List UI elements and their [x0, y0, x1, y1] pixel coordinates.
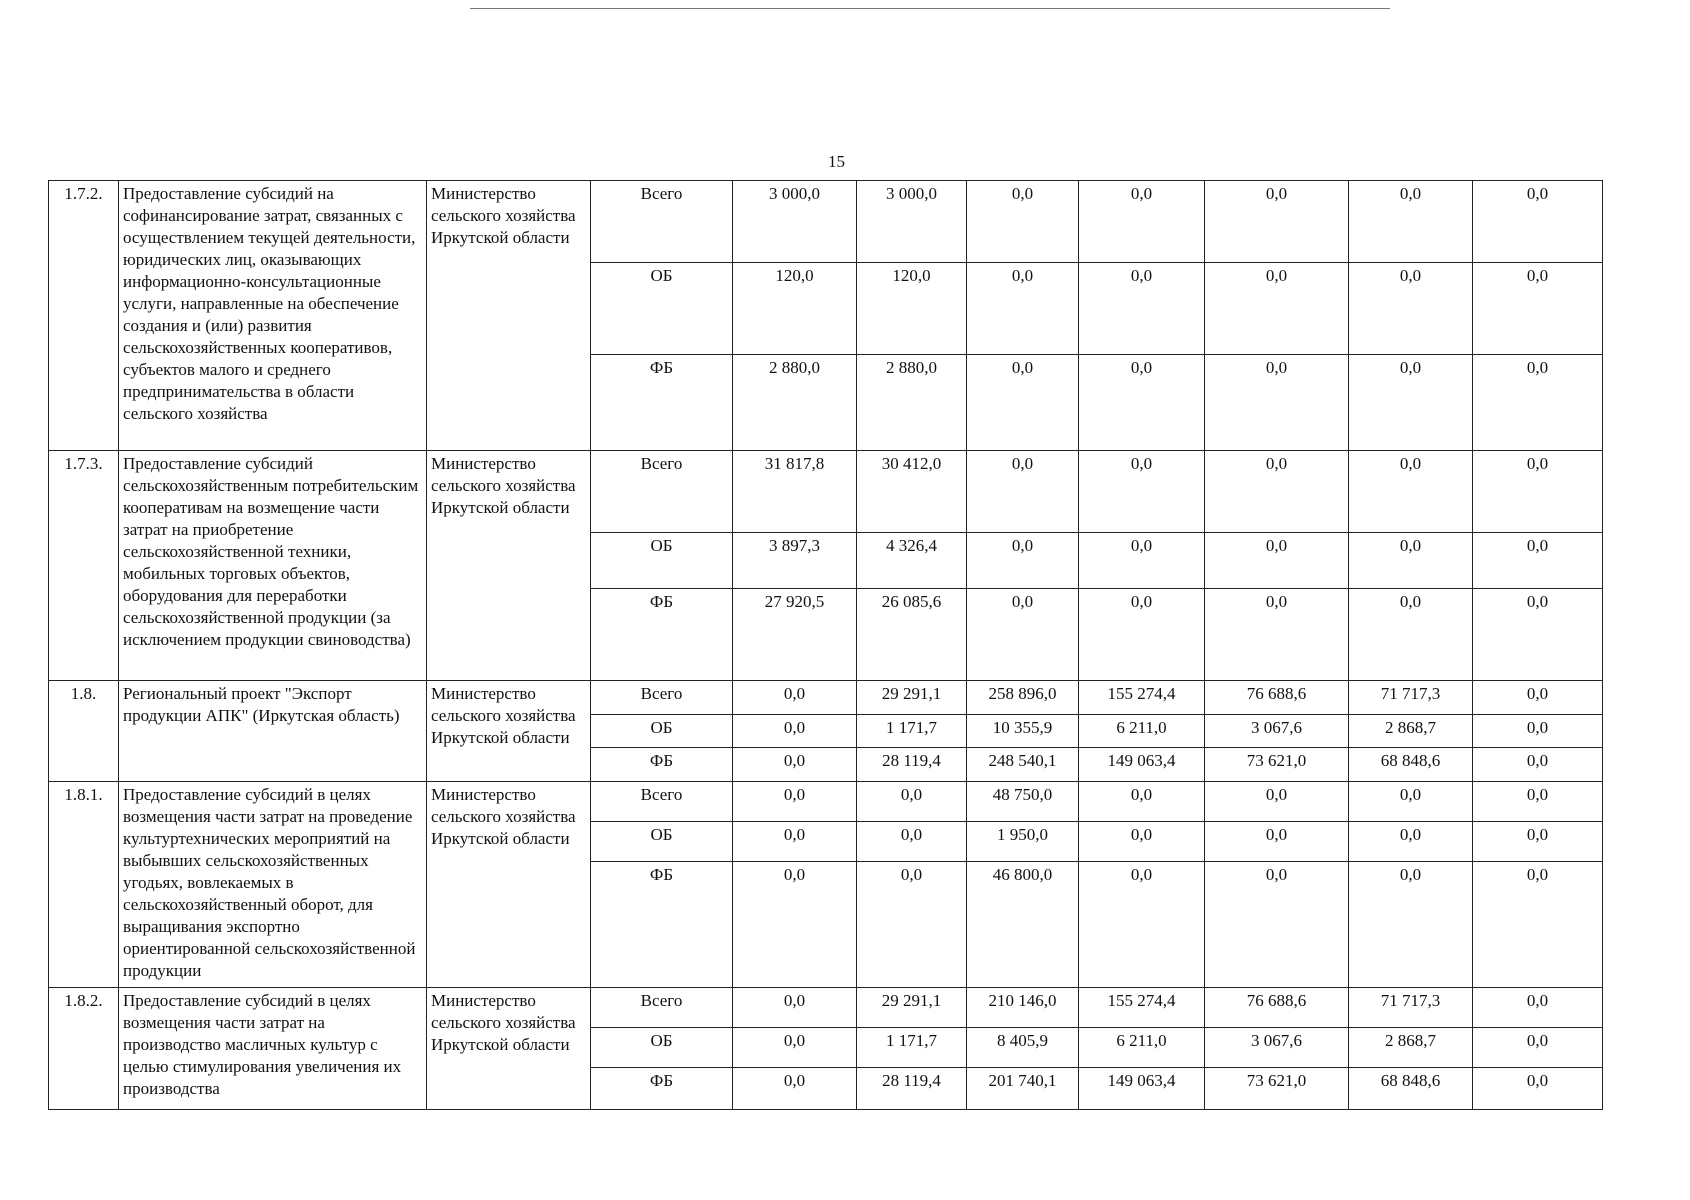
amount-cell: 0,0 — [1205, 355, 1349, 451]
amount-cell: 258 896,0 — [967, 681, 1079, 715]
funding-source: ФБ — [591, 589, 733, 681]
amount-cell: 0,0 — [857, 862, 967, 988]
amount-cell: 29 291,1 — [857, 681, 967, 715]
amount-cell: 0,0 — [733, 715, 857, 748]
budget-table — [48, 180, 1603, 1110]
executor: Министерство сельского хозяйства Иркутской области — [427, 181, 591, 451]
table-row — [49, 451, 1603, 533]
amount-cell: 0,0 — [1079, 822, 1205, 862]
amount-cell: 0,0 — [1079, 355, 1205, 451]
amount-cell: 0,0 — [1473, 181, 1603, 263]
amount-cell: 0,0 — [1205, 782, 1349, 822]
row-number: 1.7.3. — [49, 451, 119, 681]
amount-cell: 0,0 — [733, 862, 857, 988]
amount-cell: 0,0 — [1473, 589, 1603, 681]
amount-cell: 73 621,0 — [1205, 1068, 1349, 1110]
amount-cell: 0,0 — [1349, 355, 1473, 451]
amount-cell: 2 880,0 — [733, 355, 857, 451]
row-number: 1.7.2. — [49, 181, 119, 451]
measure-name: Предоставление субсидий в целях возмещения части затрат на производство масличных культур с целью стимулирования увеличения их производства — [119, 988, 427, 1110]
amount-cell: 0,0 — [733, 988, 857, 1028]
amount-cell: 0,0 — [1473, 862, 1603, 988]
amount-cell: 10 355,9 — [967, 715, 1079, 748]
amount-cell: 2 868,7 — [1349, 1028, 1473, 1068]
amount-cell: 0,0 — [1473, 715, 1603, 748]
funding-source: ОБ — [591, 263, 733, 355]
amount-cell: 28 119,4 — [857, 1068, 967, 1110]
amount-cell: 0,0 — [1473, 355, 1603, 451]
amount-cell: 3 067,6 — [1205, 1028, 1349, 1068]
funding-source: ФБ — [591, 748, 733, 782]
table-row — [49, 782, 1603, 822]
amount-cell: 8 405,9 — [967, 1028, 1079, 1068]
amount-cell: 71 717,3 — [1349, 988, 1473, 1028]
amount-cell: 4 326,4 — [857, 533, 967, 589]
amount-cell: 120,0 — [857, 263, 967, 355]
amount-cell: 0,0 — [1473, 263, 1603, 355]
executor: Министерство сельского хозяйства Иркутской области — [427, 988, 591, 1110]
amount-cell: 3 897,3 — [733, 533, 857, 589]
amount-cell: 1 171,7 — [857, 1028, 967, 1068]
amount-cell: 46 800,0 — [967, 862, 1079, 988]
funding-source: ОБ — [591, 715, 733, 748]
amount-cell: 76 688,6 — [1205, 988, 1349, 1028]
amount-cell: 73 621,0 — [1205, 748, 1349, 782]
amount-cell: 0,0 — [733, 1028, 857, 1068]
executor: Министерство сельского хозяйства Иркутской области — [427, 681, 591, 782]
funding-source: Всего — [591, 451, 733, 533]
amount-cell: 0,0 — [1349, 451, 1473, 533]
amount-cell: 0,0 — [1473, 681, 1603, 715]
amount-cell: 27 920,5 — [733, 589, 857, 681]
amount-cell: 0,0 — [733, 748, 857, 782]
amount-cell: 0,0 — [733, 822, 857, 862]
amount-cell: 6 211,0 — [1079, 715, 1205, 748]
scan-artifact-line — [470, 8, 1390, 9]
amount-cell: 0,0 — [1349, 263, 1473, 355]
amount-cell: 71 717,3 — [1349, 681, 1473, 715]
table-row — [49, 988, 1603, 1028]
amount-cell: 0,0 — [1349, 533, 1473, 589]
amount-cell: 0,0 — [857, 782, 967, 822]
table-row — [49, 681, 1603, 715]
amount-cell: 0,0 — [1205, 822, 1349, 862]
amount-cell: 0,0 — [967, 533, 1079, 589]
amount-cell: 155 274,4 — [1079, 681, 1205, 715]
executor: Министерство сельского хозяйства Иркутской области — [427, 451, 591, 681]
amount-cell: 0,0 — [1205, 451, 1349, 533]
amount-cell: 149 063,4 — [1079, 748, 1205, 782]
amount-cell: 48 750,0 — [967, 782, 1079, 822]
amount-cell: 149 063,4 — [1079, 1068, 1205, 1110]
amount-cell: 155 274,4 — [1079, 988, 1205, 1028]
amount-cell: 248 540,1 — [967, 748, 1079, 782]
row-number: 1.8.2. — [49, 988, 119, 1110]
amount-cell: 0,0 — [1473, 451, 1603, 533]
amount-cell: 26 085,6 — [857, 589, 967, 681]
amount-cell: 2 880,0 — [857, 355, 967, 451]
measure-name: Предоставление субсидий сельскохозяйственным потребительским кооперативам на возмещение части затрат на приобретение сельскохозяйственной техники, мобильных торговых объектов, оборудования для переработки сельскохозяйственной продукции (за исключением продукции свиноводства) — [119, 451, 427, 681]
amount-cell: 1 171,7 — [857, 715, 967, 748]
amount-cell: 0,0 — [1473, 533, 1603, 589]
funding-source: ОБ — [591, 822, 733, 862]
amount-cell: 0,0 — [1079, 451, 1205, 533]
amount-cell: 0,0 — [1349, 862, 1473, 988]
amount-cell: 0,0 — [1473, 822, 1603, 862]
amount-cell: 0,0 — [733, 782, 857, 822]
amount-cell: 210 146,0 — [967, 988, 1079, 1028]
amount-cell: 0,0 — [1205, 862, 1349, 988]
amount-cell: 0,0 — [1349, 782, 1473, 822]
amount-cell: 68 848,6 — [1349, 1068, 1473, 1110]
amount-cell: 0,0 — [857, 822, 967, 862]
amount-cell: 0,0 — [1079, 533, 1205, 589]
amount-cell: 68 848,6 — [1349, 748, 1473, 782]
amount-cell: 0,0 — [967, 355, 1079, 451]
amount-cell: 0,0 — [1473, 1068, 1603, 1110]
amount-cell: 28 119,4 — [857, 748, 967, 782]
amount-cell: 0,0 — [1205, 589, 1349, 681]
amount-cell: 0,0 — [1349, 589, 1473, 681]
amount-cell: 3 000,0 — [733, 181, 857, 263]
amount-cell: 3 000,0 — [857, 181, 967, 263]
amount-cell: 0,0 — [1349, 181, 1473, 263]
amount-cell: 0,0 — [1473, 988, 1603, 1028]
funding-source: ФБ — [591, 355, 733, 451]
amount-cell: 31 817,8 — [733, 451, 857, 533]
funding-source: ФБ — [591, 862, 733, 988]
measure-name: Региональный проект "Экспорт продукции АПК" (Иркутская область) — [119, 681, 427, 782]
page-number: 15 — [828, 152, 845, 171]
amount-cell: 30 412,0 — [857, 451, 967, 533]
amount-cell: 2 868,7 — [1349, 715, 1473, 748]
amount-cell: 0,0 — [1079, 181, 1205, 263]
amount-cell: 0,0 — [967, 263, 1079, 355]
amount-cell: 0,0 — [1349, 822, 1473, 862]
amount-cell: 3 067,6 — [1205, 715, 1349, 748]
amount-cell: 0,0 — [967, 181, 1079, 263]
amount-cell: 0,0 — [1205, 263, 1349, 355]
amount-cell: 0,0 — [1473, 1028, 1603, 1068]
funding-source: Всего — [591, 782, 733, 822]
row-number: 1.8.1. — [49, 782, 119, 988]
amount-cell: 0,0 — [1205, 181, 1349, 263]
funding-source: ОБ — [591, 533, 733, 589]
funding-source: ОБ — [591, 1028, 733, 1068]
table-body — [49, 181, 1603, 1110]
executor: Министерство сельского хозяйства Иркутской области — [427, 782, 591, 988]
amount-cell: 6 211,0 — [1079, 1028, 1205, 1068]
amount-cell: 201 740,1 — [967, 1068, 1079, 1110]
funding-source: Всего — [591, 681, 733, 715]
funding-source: ФБ — [591, 1068, 733, 1110]
row-number: 1.8. — [49, 681, 119, 782]
amount-cell: 0,0 — [967, 589, 1079, 681]
amount-cell: 1 950,0 — [967, 822, 1079, 862]
amount-cell: 0,0 — [1473, 782, 1603, 822]
amount-cell: 0,0 — [1079, 589, 1205, 681]
amount-cell: 0,0 — [1079, 862, 1205, 988]
funding-source: Всего — [591, 181, 733, 263]
measure-name: Предоставление субсидий в целях возмещения части затрат на проведение культуртехнических мероприятий на выбывших сельскохозяйственных угодьях, вовлекаемых в сельскохозяйственный оборот, для выращивания экспортно ориентированной сельскохозяйственной продукции — [119, 782, 427, 988]
amount-cell: 0,0 — [733, 1068, 857, 1110]
table-row — [49, 181, 1603, 263]
amount-cell: 120,0 — [733, 263, 857, 355]
amount-cell: 29 291,1 — [857, 988, 967, 1028]
amount-cell: 0,0 — [1473, 748, 1603, 782]
amount-cell: 0,0 — [1205, 533, 1349, 589]
amount-cell: 0,0 — [1079, 263, 1205, 355]
measure-name: Предоставление субсидий на софинансирование затрат, связанных с осуществлением текущей деятельности, юридических лиц, оказывающих информационно-консультационные услуги, направленные на обеспечение создания и (или) развития сельскохозяйственных кооперативов, субъектов малого и среднего предпринимательства в области сельского хозяйства — [119, 181, 427, 451]
amount-cell: 0,0 — [733, 681, 857, 715]
funding-source: Всего — [591, 988, 733, 1028]
amount-cell: 0,0 — [1079, 782, 1205, 822]
amount-cell: 76 688,6 — [1205, 681, 1349, 715]
amount-cell: 0,0 — [967, 451, 1079, 533]
